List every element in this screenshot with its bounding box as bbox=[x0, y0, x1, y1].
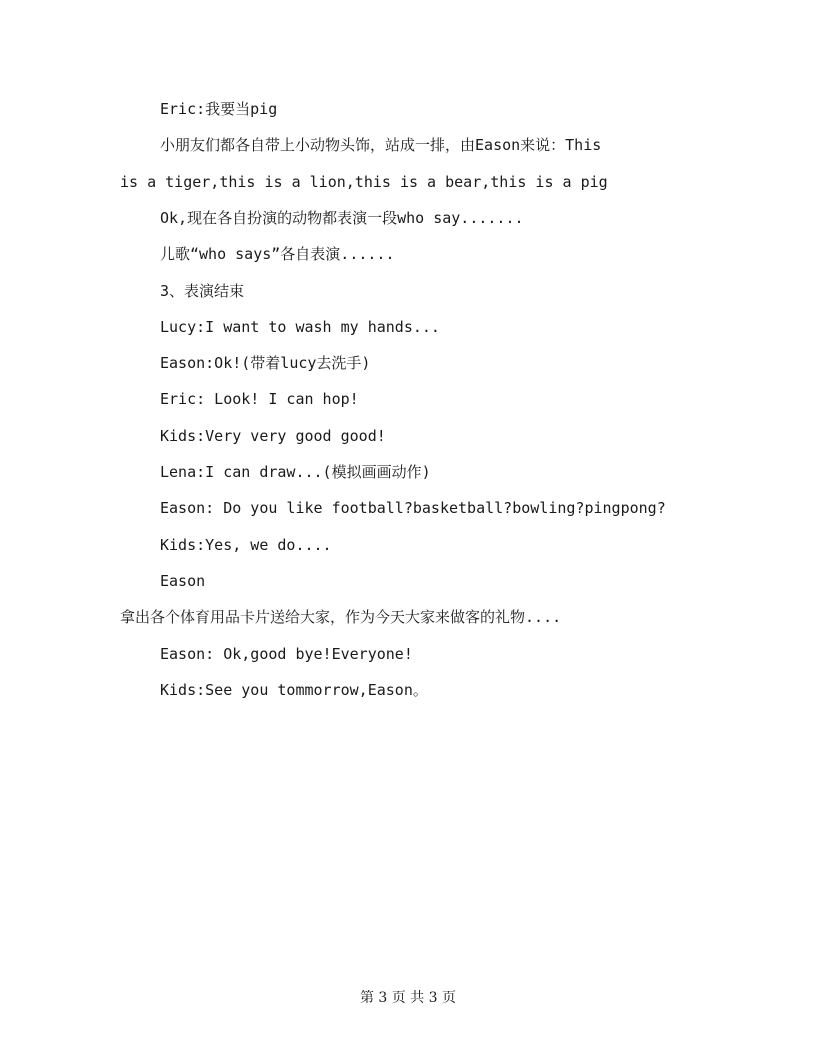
line-eric-pig: Eric:我要当pig bbox=[160, 100, 278, 118]
line-kids-yes: Kids:Yes, we do.... bbox=[160, 536, 332, 554]
line-eric-hop: Eric: Look! I can hop! bbox=[160, 390, 359, 408]
line-eason-sports: Eason: Do you like football?basketball?bowling?pingpong? bbox=[160, 499, 666, 517]
line-eason-ok: Eason:Ok!(带着lucy去洗手) bbox=[160, 354, 371, 372]
line-lucy-wash: Lucy:I want to wash my hands... bbox=[160, 318, 440, 336]
line-eason: Eason bbox=[160, 572, 206, 590]
line-lena-draw: Lena:I can draw...(模拟画画动作) bbox=[160, 463, 431, 481]
line-kids-good: Kids:Very very good good! bbox=[160, 427, 386, 445]
line-kids-see-you: Kids:See you tommorrow,Eason。 bbox=[160, 681, 428, 699]
line-song-who-says: 儿歌“who says”各自表演...... bbox=[160, 245, 395, 263]
line-eason-goodbye: Eason: Ok,good bye!Everyone! bbox=[160, 645, 413, 663]
line-kids-headwear: 小朋友们都各自带上小动物头饰，站成一排，由Eason来说：This bbox=[160, 136, 602, 154]
line-this-is-animals: is a tiger,this is a lion,this is a bear,this is a pig bbox=[120, 173, 608, 191]
page-number-footer: 第 3 页 共 3 页 bbox=[359, 990, 457, 1006]
line-gift-cards: 拿出各个体育用品卡片送给大家，作为今天大家来做客的礼物.... bbox=[120, 608, 562, 626]
line-ok-perform: Ok,现在各自扮演的动物都表演一段who say....... bbox=[160, 209, 524, 227]
line-section-3: 3、表演结束 bbox=[160, 282, 245, 300]
